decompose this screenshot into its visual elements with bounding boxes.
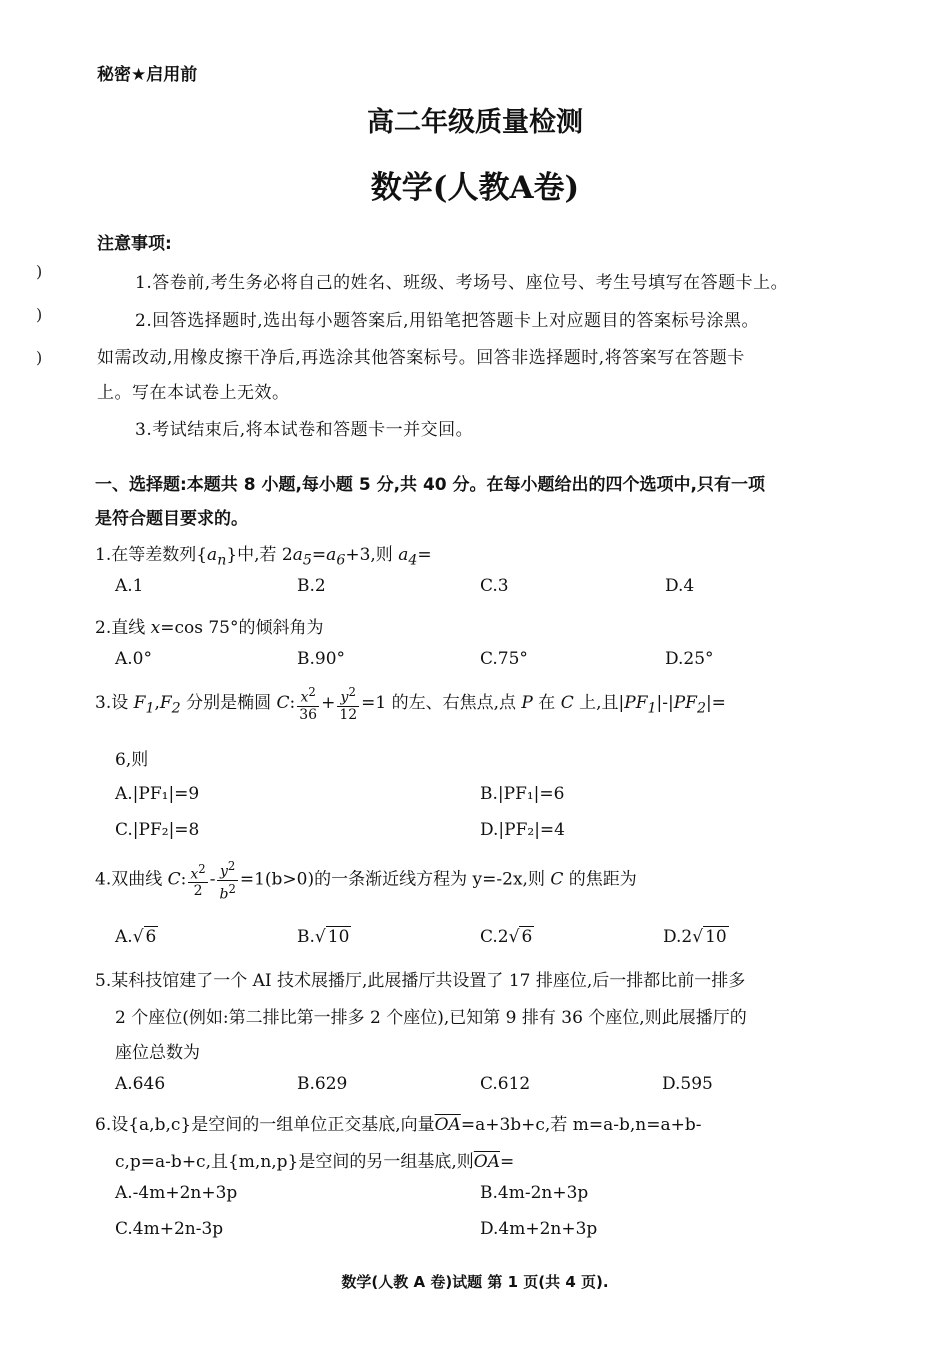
question-3-stem: 3.设 $F_1,F_2$ 分别是椭圆 C: $\frac{x^2}{36}$ + $\frac{y^2}{12}$ =1 的左、右焦点,点 P 在 C 上,且$|PF_1|-|PF_2|=$: [95, 685, 726, 723]
q1-option-c: C.3: [480, 576, 509, 596]
q3-option-d: D.|PF₂|=4: [480, 820, 565, 840]
binding-mark: ): [36, 348, 43, 367]
section-heading-cont: 是符合题目要求的。: [95, 509, 248, 529]
binding-mark: ): [36, 262, 43, 281]
question-5-stem-end: 座位总数为: [115, 1043, 200, 1063]
notice-item-2-end: 上。写在本试卷上无效。: [97, 383, 290, 403]
q1-option-a: A.1: [115, 576, 144, 596]
q2-option-d: D.25°: [665, 649, 714, 669]
page-footer: 数学(人教 A 卷)试题 第 1 页(共 4 页).: [341, 1273, 609, 1291]
notice-heading: 注意事项:: [97, 234, 172, 254]
exam-title: 高二年级质量检测: [367, 107, 583, 138]
q3-option-c: C.|PF₂|=8: [115, 820, 200, 840]
question-2-stem: 2.直线 x=cos 75°的倾斜角为: [95, 618, 324, 638]
question-3-stem-cont: 6,则: [115, 750, 149, 770]
q6-option-b: B.4m-2n+3p: [480, 1183, 589, 1203]
q5-option-d: D.595: [662, 1074, 713, 1094]
q2-option-c: C.75°: [480, 649, 528, 669]
q6-option-c: C.4m+2n-3p: [115, 1219, 224, 1239]
notice-item-2-cont: 如需改动,用橡皮擦干净后,再选涂其他答案标号。回答非选择题时,将答案写在答题卡: [97, 348, 745, 368]
question-6-stem: 6.设{a,b,c}是空间的一组单位正交基底,向量$\overline{OA}=a+3b+c$,若 m=a-b,n=a+b-: [95, 1115, 702, 1135]
q4-option-b: B.√ 10: [297, 927, 350, 947]
q5-option-b: B.629: [297, 1074, 348, 1094]
q6-option-d: D.4m+2n+3p: [480, 1219, 598, 1239]
question-6-stem-cont: c,p=a-b+c,且{m,n,p}是空间的另一组基底,则$\overline{OA}=$: [115, 1152, 515, 1172]
exam-subtitle: 数学(人教A卷): [370, 170, 580, 206]
question-1-stem: 1.在等差数列$\{a_n\}$中,若 $2a_5=a_6+3$,则 $a_4=$: [95, 545, 432, 569]
q4-option-a: A.√ 6: [115, 927, 157, 947]
secret-label: 秘密★启用前: [97, 65, 198, 85]
question-5-stem-cont: 2 个座位(例如:第二排比第一排多 2 个座位),已知第 9 排有 36 个座位,则此展播厅的: [115, 1008, 747, 1028]
question-5-stem: 5.某科技馆建了一个 AI 技术展播厅,此展播厅共设置了 17 排座位,后一排都比前一排多: [95, 971, 746, 991]
q4-option-d: D.2√ 10: [663, 927, 727, 947]
q3-option-b: B.|PF₁|=6: [480, 784, 565, 804]
section-heading: 一、选择题:本题共 8 小题,每小题 5 分,共 40 分。在每小题给出的四个选项中,只有一项: [95, 475, 765, 495]
question-4-stem: 4.双曲线 C: $\frac{x^2}{2}$ - $\frac{y^2}{b^2}$ =1(b>0)的一条渐近线方程为 y=-2x,则 C 的焦距为: [95, 859, 637, 903]
q5-option-c: C.612: [480, 1074, 531, 1094]
q2-option-b: B.90°: [297, 649, 346, 669]
notice-item-3: 3.考试结束后,将本试卷和答题卡一并交回。: [135, 420, 474, 440]
notice-item-1: 1.答卷前,考生务必将自己的姓名、班级、考场号、座位号、考生号填写在答题卡上。: [135, 273, 789, 293]
q1-option-b: B.2: [297, 576, 326, 596]
q2-option-a: A.0°: [115, 649, 152, 669]
binding-mark: ): [36, 305, 43, 324]
notice-item-2: 2.回答选择题时,选出每小题答案后,用铅笔把答题卡上对应题目的答案标号涂黑。: [135, 311, 760, 331]
q5-option-a: A.646: [115, 1074, 166, 1094]
q4-option-c: C.2√ 6: [480, 927, 533, 947]
q6-option-a: A.-4m+2n+3p: [115, 1183, 238, 1203]
q3-option-a: A.|PF₁|=9: [115, 784, 200, 804]
q1-option-d: D.4: [665, 576, 695, 596]
